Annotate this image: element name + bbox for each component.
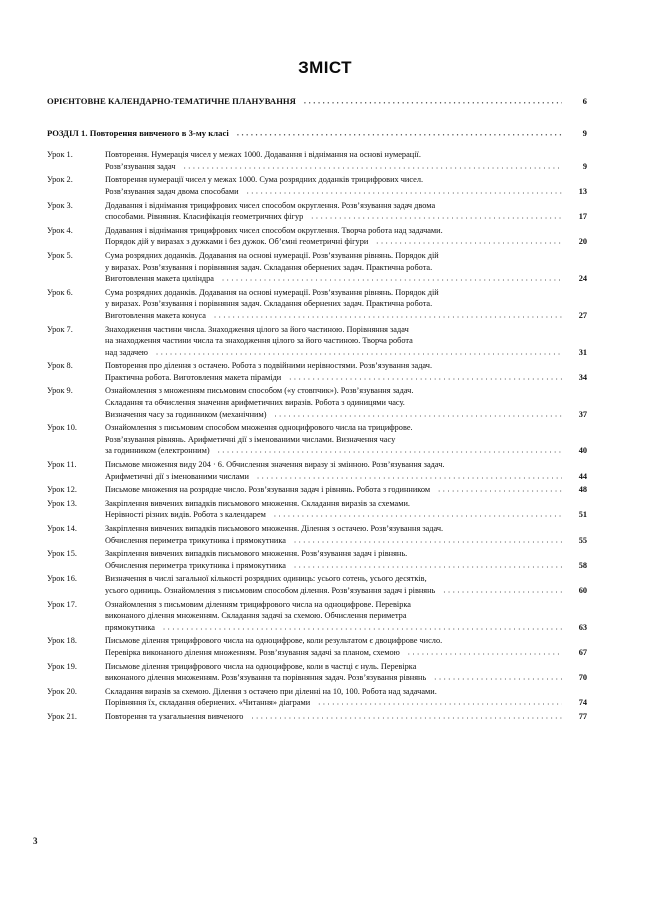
- toc-lesson-entry[interactable]: [47, 459, 587, 482]
- toc-lesson-entry[interactable]: [47, 686, 587, 709]
- toc-lesson-label: Урок 19.: [47, 661, 77, 671]
- toc-section-body: [47, 128, 587, 140]
- dot-leader: [251, 711, 562, 723]
- toc-lesson-body: [105, 548, 587, 571]
- toc-lesson-page-number: 70: [578, 673, 587, 683]
- toc-lesson-line: Складання виразів за схемою. Ділення з остачею при діленні на 10, 100. Робота над задачами.: [105, 686, 437, 696]
- toc-lesson-page-number: 17: [578, 212, 587, 222]
- toc-lesson-line: Ознайомлення з множенням письмовим способом («у стовпчик»). Розв’язування задач.: [105, 386, 414, 396]
- toc-lesson-entry[interactable]: [47, 573, 587, 596]
- dot-leader: [218, 445, 562, 457]
- toc-lesson-body: [105, 661, 587, 684]
- dot-leader: [214, 310, 562, 322]
- toc-lesson-text: способами. Рівняння. Класифікація геометричних фігур: [105, 212, 304, 222]
- toc-lesson-line: Письмове ділення трицифрового числа на одноцифрове, коли в частці є нуль. Перевірка: [105, 661, 417, 671]
- toc-lesson-page-number: 58: [578, 560, 587, 570]
- toc-lesson-text: Арифметичні дії з іменованими числами: [105, 471, 249, 481]
- dot-leader: [318, 697, 562, 709]
- toc-lesson-text: Нерівності різних видів. Робота з календарем: [105, 510, 266, 520]
- toc-lesson-entry[interactable]: [47, 385, 587, 420]
- toc-lesson-line: Повторення про ділення з остачею. Робота з подвійними нерівностями. Розв’язування задач.: [105, 361, 433, 371]
- page-number-folio: 3: [33, 836, 38, 846]
- toc-lesson-text: над задачею: [105, 347, 149, 357]
- toc-lesson-label: Урок 17.: [47, 599, 77, 609]
- toc-section-text: РОЗДІЛ 1. Повторення вивченого в 3-му класі: [47, 127, 229, 138]
- toc-lesson-page-number: 63: [578, 622, 587, 632]
- toc-lesson-text: Обчислення периметра трикутника і прямокутника: [105, 535, 286, 545]
- toc-lesson-entry[interactable]: [47, 250, 587, 285]
- toc-lesson-line: Повторення нумерації чисел у межах 1000. Сума розрядних доданків трицифрових чисел.: [105, 175, 424, 185]
- toc-lesson-body: [105, 686, 587, 709]
- toc-lesson-text: Порядок дій у виразах з дужками і без дужок. Об’ємні геометричні фігури: [105, 237, 369, 247]
- dot-leader: [237, 127, 562, 139]
- toc-lesson-body: [105, 250, 587, 285]
- page-title: ЗМІСТ: [298, 58, 352, 77]
- dot-leader: [311, 211, 562, 223]
- dot-leader: [274, 509, 562, 521]
- toc-lesson-entry[interactable]: [47, 225, 587, 248]
- toc-lesson-label: Урок 8.: [47, 361, 73, 371]
- toc-lesson-text: Порівняння їх, складання обернених. «Читання» діаграми: [105, 698, 311, 708]
- toc-lesson-body: [105, 385, 587, 420]
- toc-lesson-text: Визначення часу за годинником (механічним): [105, 409, 267, 419]
- toc-lesson-label: Урок 12.: [47, 485, 77, 495]
- toc-lesson-entry[interactable]: [47, 711, 587, 723]
- toc-section-page-number: 9: [582, 127, 587, 138]
- section-spacer: [47, 139, 587, 149]
- toc-lesson-entry[interactable]: [47, 174, 587, 197]
- toc-section-page-number: 6: [582, 96, 587, 106]
- toc-lesson-label: Урок 16.: [47, 574, 77, 584]
- toc-lesson-label: Урок 2.: [47, 175, 73, 185]
- toc-lesson-body: [105, 225, 587, 248]
- toc-lesson-line: Розв’язування рівнянь. Арифметичні дії з іменованими числами. Визначення часу: [105, 434, 396, 444]
- toc-lesson-body: [105, 360, 587, 383]
- toc-lesson-label: Урок 7.: [47, 324, 73, 334]
- toc-lesson-label: Урок 1.: [47, 150, 73, 160]
- toc-lesson-page-number: 74: [578, 698, 587, 708]
- toc-lesson-entry[interactable]: [47, 548, 587, 571]
- toc-lesson-entry[interactable]: [47, 149, 587, 172]
- toc-lesson-entry[interactable]: [47, 635, 587, 658]
- toc-lesson-page-number: 31: [578, 347, 587, 357]
- toc-lesson-page-number: 37: [578, 409, 587, 419]
- toc-lesson-line: Закріплення вивчених випадків письмового множення. Складання виразів за схемами.: [105, 498, 410, 508]
- toc-lesson-line: Додавання і віднімання трицифрових чисел способом округлення. Творча робота над задачами.: [105, 225, 443, 235]
- dot-leader: [304, 96, 562, 108]
- toc-lesson-body: [105, 287, 587, 322]
- dot-leader: [247, 186, 562, 198]
- toc-lesson-label: Урок 5.: [47, 250, 73, 260]
- toc-lesson-label: Урок 10.: [47, 423, 77, 433]
- toc-lesson-page-number: 77: [578, 711, 587, 721]
- toc-lesson-body: [105, 324, 587, 359]
- toc-lesson-label: Урок 14.: [47, 524, 77, 533]
- toc-lesson-label: Урок 15.: [47, 549, 77, 559]
- toc-lesson-page-number: 27: [578, 310, 587, 320]
- toc-lesson-body: [105, 174, 587, 197]
- toc-lesson-line: Ознайомлення з письмовим діленням трицифрового числа на одноцифрове. Перевірка: [105, 599, 411, 609]
- toc-lesson-line: Визначення в числі загальної кількості розрядних одиниць: усього сотень, усього десятків,: [105, 574, 427, 584]
- toc-lesson-label: Урок 20.: [47, 686, 77, 696]
- toc-lesson-text: за годинником (електронним): [105, 446, 210, 456]
- toc-lesson-label: Урок 4.: [47, 225, 73, 235]
- dot-leader: [184, 160, 562, 172]
- toc-lesson-line: Закріплення вивчених випадків письмового множення. Ділення з остачею. Розв’язування задач.: [105, 524, 444, 533]
- toc-section-entry[interactable]: [47, 128, 587, 140]
- toc-lesson-text: Обчислення периметра трикутника і прямокутника: [105, 560, 286, 570]
- toc-lesson-entry[interactable]: [47, 498, 587, 521]
- toc-section-entry[interactable]: [47, 96, 587, 108]
- toc-lesson-page-number: 51: [578, 510, 587, 520]
- toc-lesson-label: Урок 9.: [47, 386, 73, 396]
- toc-lesson-body: [105, 200, 587, 223]
- toc-lesson-line: Сума розрядних доданків. Додавання на основі нумерації. Розв’язування рівнянь. Порядок дій: [105, 287, 439, 297]
- dot-leader: [289, 371, 562, 383]
- toc-lesson-line: Складання та обчислення значення арифметичних виразів. Робота з одиницями часу.: [105, 398, 405, 408]
- toc-lesson-label: Урок 6.: [47, 287, 73, 297]
- toc-lesson-entry[interactable]: [47, 523, 587, 546]
- toc-lesson-entry[interactable]: [47, 360, 587, 383]
- toc-lesson-line: у виразах. Розв’язування і порівняння задач. Складання обернених задач. Практична робота.: [105, 262, 433, 272]
- toc-lesson-page-number: 9: [582, 161, 587, 171]
- toc-lesson-line: Сума розрядних доданків. Додавання на основі нумерації. Розв’язування рівнянь. Порядок дій: [105, 250, 439, 260]
- dot-leader: [443, 585, 562, 597]
- toc-lesson-body: [105, 599, 587, 634]
- toc-lesson-page-number: 60: [578, 585, 587, 595]
- toc-lesson-page-number: 67: [578, 647, 587, 657]
- toc-lesson-text: прямокутника: [105, 622, 155, 632]
- toc-section-text: ОРІЄНТОВНЕ КАЛЕНДАРНО-ТЕМАТИЧНЕ ПЛАНУВАННЯ: [47, 96, 296, 106]
- toc-lesson-text: Виготовлення макета конуса: [105, 310, 206, 320]
- toc-lesson-body: [105, 711, 587, 723]
- toc-lesson-page-number: 13: [578, 186, 587, 196]
- toc-lesson-body: [105, 523, 587, 546]
- dot-leader: [257, 470, 562, 482]
- toc-lesson-entry[interactable]: [47, 599, 587, 634]
- toc-lesson-body: [105, 459, 587, 482]
- toc-lesson-page-number: 40: [578, 446, 587, 456]
- dot-leader: [156, 346, 562, 358]
- toc-lesson-text: Письмове множення на розрядне число. Розв’язування задач і рівнянь. Робота з годинником: [105, 485, 431, 495]
- toc-lesson-entry[interactable]: [47, 484, 587, 496]
- table-of-contents: [47, 96, 587, 725]
- lesson-spacer: [47, 723, 587, 725]
- toc-lesson-body: [105, 635, 587, 658]
- toc-lesson-body: [105, 149, 587, 172]
- toc-lesson-label: Урок 11.: [47, 460, 77, 470]
- toc-lesson-line: Письмове ділення трицифрового числа на одноцифрове, коли результатом є двоцифрове число.: [105, 636, 443, 646]
- toc-lesson-text: Розв’язування задач двома способами: [105, 186, 239, 196]
- dot-leader: [275, 408, 563, 420]
- toc-lesson-text: Перевірка виконаного ділення множенням. Розв’язування задачі за планом, схемою: [105, 647, 400, 657]
- dot-leader: [408, 647, 562, 659]
- toc-lesson-page-number: 55: [578, 535, 587, 545]
- toc-lesson-label: Урок 3.: [47, 200, 73, 210]
- toc-lesson-line: у виразах. Розв’язування і порівняння задач. Складання обернених задач. Практична робота.: [105, 299, 433, 309]
- toc-lesson-label: Урок 13.: [47, 498, 77, 508]
- toc-lesson-body: [105, 484, 587, 496]
- dot-leader: [294, 534, 562, 546]
- toc-section-body: [47, 96, 587, 108]
- toc-lesson-entry[interactable]: [47, 661, 587, 684]
- toc-lesson-page-number: 24: [578, 274, 587, 284]
- toc-lesson-text: виконаного ділення множенням. Розв’язування та порівняння задач. Розв’язування рівнянь: [105, 673, 427, 683]
- section-spacer: [47, 108, 587, 128]
- dot-leader: [222, 273, 562, 285]
- toc-lesson-label: Урок 21.: [47, 711, 77, 721]
- dot-leader: [294, 559, 562, 571]
- toc-lesson-line: Повторення. Нумерація чисел у межах 1000. Додавання і віднімання на основі нумерації.: [105, 150, 421, 160]
- dot-leader: [434, 672, 562, 684]
- toc-lesson-entry[interactable]: [47, 422, 587, 457]
- toc-lesson-line: Закріплення вивчених випадків письмового множення. Розв’язування задач і рівнянь.: [105, 549, 408, 559]
- toc-lesson-entry[interactable]: [47, 287, 587, 322]
- dot-leader: [163, 621, 562, 633]
- toc-lesson-body: [105, 573, 587, 596]
- toc-lesson-line: Ознайомлення з письмовим способом множення одноцифрового числа на трицифрове.: [105, 423, 413, 433]
- toc-lesson-text: усього одиниць. Ознайомлення з письмовим способом ділення. Розв’язування задач і рівнянь: [105, 585, 436, 595]
- toc-lesson-text: Повторення та узагальнення вивченого: [105, 711, 244, 721]
- dot-leader: [438, 484, 562, 496]
- toc-lesson-line: Знаходження частини числа. Знаходження цілого за його частиною. Порівняння задач: [105, 324, 409, 334]
- toc-lesson-text: Виготовлення макета циліндра: [105, 274, 214, 284]
- toc-lesson-entry[interactable]: [47, 324, 587, 359]
- toc-lesson-line: на знаходження частини числа та знаходження цілого за його частиною. Творча робота: [105, 336, 413, 346]
- dot-leader: [376, 236, 562, 248]
- toc-lesson-page-number: 44: [578, 471, 587, 481]
- toc-lesson-page-number: 20: [578, 237, 587, 247]
- toc-lesson-entry[interactable]: [47, 200, 587, 223]
- toc-lesson-line: Додавання і віднімання трицифрових чисел способом округлення. Розв’язування задач двома: [105, 200, 436, 210]
- toc-lesson-line: виконаного ділення множенням. Складання задачі за схемою. Обчислення периметра: [105, 611, 407, 621]
- toc-lesson-body: [105, 422, 587, 457]
- toc-lesson-label: Урок 18.: [47, 636, 77, 646]
- toc-lesson-page-number: 34: [578, 372, 587, 382]
- toc-lesson-line: Письмове множення виду 204 · 6. Обчислення значення виразу зі змінною. Розв’язування задач.: [105, 460, 445, 470]
- toc-lesson-text: Практична робота. Виготовлення макета піраміди: [105, 372, 282, 382]
- toc-lesson-page-number: 48: [578, 485, 587, 495]
- toc-lesson-text: Розв’язування задач: [105, 161, 176, 171]
- toc-lesson-body: [105, 498, 587, 521]
